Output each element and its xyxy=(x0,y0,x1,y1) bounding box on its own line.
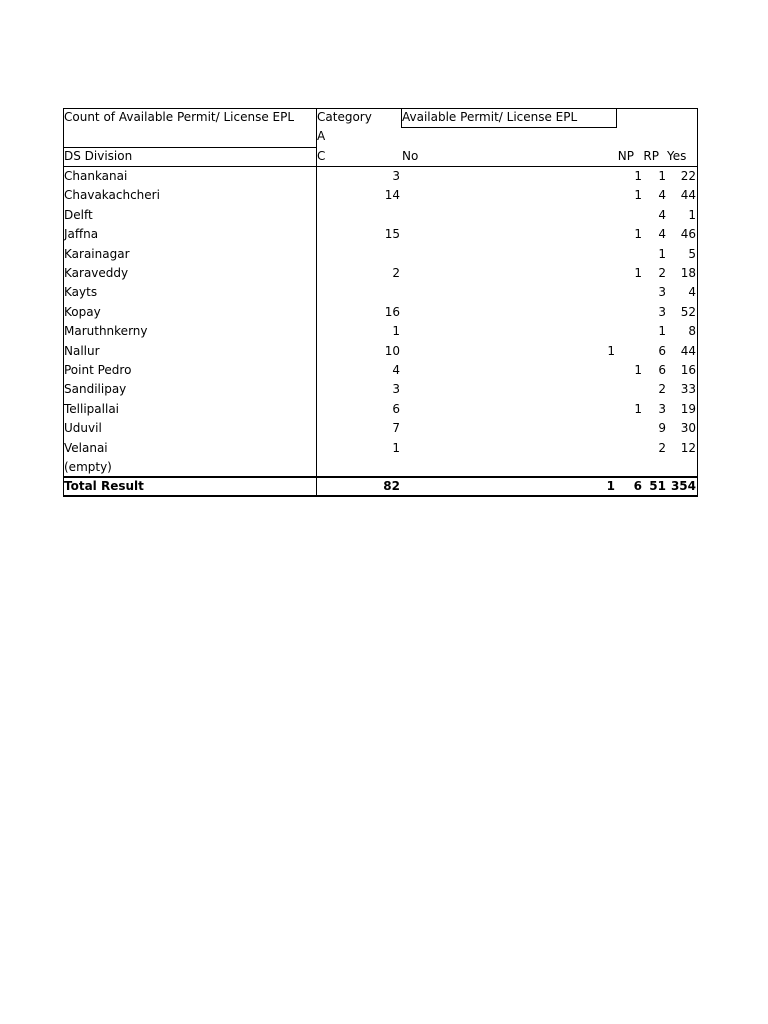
category-a-label: A xyxy=(317,129,326,143)
rp-cell: 2 xyxy=(658,440,666,455)
c-no-cell: 2 xyxy=(392,266,400,280)
division-cell: (empty) xyxy=(64,460,112,474)
category-field-label[interactable]: Category xyxy=(317,110,372,124)
table-row xyxy=(0,322,768,341)
np-cell: 1 xyxy=(634,266,642,280)
c-no-cell: 4 xyxy=(392,363,400,377)
table-row xyxy=(0,400,768,419)
rp-cell: 4 xyxy=(658,227,666,242)
c-no-cell xyxy=(340,206,400,225)
permit-field-label[interactable]: Available Permit/ License EPL xyxy=(402,110,578,124)
table-row xyxy=(0,439,768,458)
yes-cell: 8 xyxy=(688,324,696,339)
yes-cell: 44 xyxy=(680,188,696,203)
division-cell: Kayts xyxy=(64,285,98,300)
total-c-no: 82 xyxy=(383,479,400,493)
np-cell xyxy=(605,380,642,399)
table-row xyxy=(0,419,768,438)
np-cell xyxy=(605,458,642,477)
table-row xyxy=(0,342,768,361)
np-cell: 1 xyxy=(634,363,642,377)
table-row xyxy=(0,303,768,322)
table-row xyxy=(0,225,768,244)
yes-cell: 1 xyxy=(688,207,696,222)
table-row xyxy=(0,167,768,186)
np-cell xyxy=(605,206,642,225)
yes-cell: 46 xyxy=(680,227,696,242)
rp-cell: 3 xyxy=(658,285,666,300)
yes-cell: 22 xyxy=(680,169,696,183)
yes-cell xyxy=(666,458,696,477)
division-cell: Chankanai xyxy=(64,169,128,183)
yes-cell: 33 xyxy=(680,382,696,397)
c-no-cell: 3 xyxy=(392,382,400,397)
yes-cell: 12 xyxy=(680,440,696,455)
table-row xyxy=(0,264,768,283)
rp-cell: 1 xyxy=(658,324,666,339)
division-cell: Karainagar xyxy=(64,246,130,261)
rp-cell: 3 xyxy=(658,401,666,416)
data-field-label[interactable]: Count of Available Permit/ License EPL xyxy=(64,110,295,124)
table-row xyxy=(0,283,768,302)
col-header-np: NP xyxy=(617,149,634,163)
field-box-right xyxy=(616,108,617,128)
total-np: 6 xyxy=(633,479,642,493)
np-cell xyxy=(605,303,642,322)
yes-cell: 16 xyxy=(680,363,696,377)
rp-cell: 2 xyxy=(658,266,666,280)
c-no-cell: 16 xyxy=(384,304,400,319)
col-header-yes: Yes xyxy=(667,149,687,163)
table-row xyxy=(0,245,768,264)
rp-cell: 6 xyxy=(658,343,666,358)
total-rp: 51 xyxy=(649,479,666,493)
yes-cell: 30 xyxy=(680,421,696,436)
np-cell xyxy=(605,245,642,264)
total-yes: 354 xyxy=(670,479,696,493)
rp-cell: 1 xyxy=(658,169,666,183)
col-header-rp: RP xyxy=(643,149,659,163)
category-c-label: C xyxy=(317,149,326,163)
yes-cell: 19 xyxy=(680,401,696,416)
division-cell: Uduvil xyxy=(64,421,102,436)
ds-division-field-label[interactable]: DS Division xyxy=(64,149,133,163)
np-cell: 1 xyxy=(634,227,642,242)
c-no-cell: 1 xyxy=(392,440,400,455)
division-cell: Tellipallai xyxy=(64,401,120,416)
c-no-cell: 3 xyxy=(392,169,400,183)
c-no-cell: 7 xyxy=(392,421,400,436)
c-no-cell: 15 xyxy=(384,227,400,242)
division-cell: Sandilipay xyxy=(64,382,127,397)
division-cell: Velanai xyxy=(64,440,108,455)
np-cell: 1 xyxy=(634,188,642,203)
np-cell: 1 xyxy=(634,169,642,183)
c-no-cell: 6 xyxy=(392,401,400,416)
division-cell: Nallur xyxy=(64,343,100,358)
field-box-bottom xyxy=(401,127,617,128)
division-cell: Kopay xyxy=(64,304,101,319)
rp-cell: 9 xyxy=(658,421,666,436)
np-cell xyxy=(605,419,642,438)
division-cell: Point Pedro xyxy=(64,363,132,377)
table-row xyxy=(0,458,768,477)
yes-cell: 5 xyxy=(688,246,696,261)
col-header-no: No xyxy=(402,149,419,163)
c-no-cell: 14 xyxy=(384,188,400,203)
division-cell: Karaveddy xyxy=(64,266,129,280)
c-no-cell xyxy=(340,283,400,302)
rp-cell: 6 xyxy=(658,363,666,377)
total-a-extra: 1 xyxy=(606,479,615,493)
table-row xyxy=(0,186,768,205)
table-row xyxy=(0,361,768,380)
np-cell xyxy=(605,342,642,361)
table-row xyxy=(0,206,768,225)
division-cell: Maruthnkerny xyxy=(64,324,148,339)
division-cell: Chavakachcheri xyxy=(64,188,160,203)
rp-cell: 2 xyxy=(658,382,666,397)
c-no-cell: 10 xyxy=(384,343,400,358)
c-no-cell xyxy=(340,245,400,264)
c-no-cell xyxy=(340,458,400,477)
np-cell xyxy=(605,322,642,341)
total-label: Total Result xyxy=(64,479,144,493)
rp-cell xyxy=(642,458,666,477)
rp-cell: 3 xyxy=(658,304,666,319)
table-row xyxy=(0,380,768,399)
yes-cell: 18 xyxy=(680,266,696,280)
np-cell: 1 xyxy=(634,401,642,416)
yes-cell: 4 xyxy=(688,285,696,300)
yes-cell: 52 xyxy=(680,304,696,319)
np-cell xyxy=(605,283,642,302)
rp-cell: 4 xyxy=(658,207,666,222)
yes-cell: 44 xyxy=(680,343,696,358)
a-extra-cell: 1 xyxy=(607,343,615,358)
rp-cell: 4 xyxy=(658,188,666,203)
np-cell xyxy=(605,439,642,458)
division-cell: Delft xyxy=(64,207,93,222)
division-cell: Jaffna xyxy=(64,227,99,242)
c-no-cell: 1 xyxy=(392,324,400,339)
rp-cell: 1 xyxy=(658,246,666,261)
